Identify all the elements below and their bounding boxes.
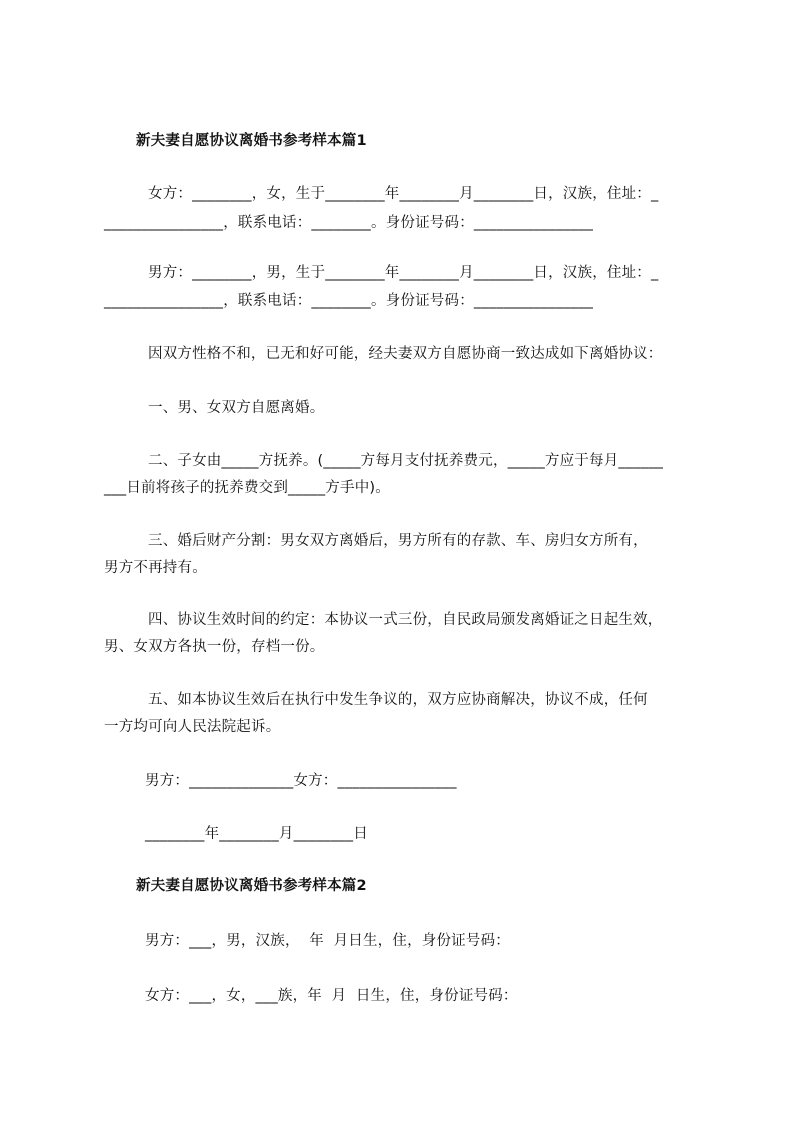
signature-line: 男方：______________女方：________________ (145, 773, 457, 789)
clause-3-line-1: 三、婚后财产分割：男女双方离婚后，男方所有的存款、车、房归女方所有， (148, 533, 648, 549)
clause-3-line-2: 男方不再持有。 (104, 560, 207, 576)
sample-2-male-line: 男方：___，男，汉族， 年 月日生，住，身份证号码： (145, 933, 510, 949)
clause-2-line-2: ___日前将孩子的抚养费交到_____方手中)。 (104, 480, 390, 496)
male-party-line-1: 男方：________，男，生于________年________月________日，汉族，住址：_ (148, 265, 659, 281)
date-line: ________年________月________日 (145, 826, 368, 842)
female-party-line-2: ________________，联系电话：________。身份证号码：________________ (104, 215, 594, 231)
sample-2-female-line: 女方：___，女，___族，年 月 日生，住，身份证号码： (145, 988, 518, 1004)
clause-1: 一、男、女双方自愿离婚。 (148, 400, 325, 416)
clause-4-line-1: 四、协议生效时间的约定：本协议一式三份，自民政局颁发离婚证之日起生效， (148, 612, 663, 628)
clause-5-line-2: 一方均可向人民法院起诉。 (104, 719, 281, 735)
clause-5-line-1: 五、如本协议生效后在执行中发生争议的，双方应协商解决，协议不成，任何 (148, 692, 648, 708)
female-party-line-1: 女方：________，女，生于________年________月________日，汉族，住址：_ (148, 186, 659, 202)
section-title-1: 新夫妻自愿协议离婚书参考样本篇1 (136, 133, 367, 149)
male-party-line-2: ________________，联系电话：________。身份证号码：________________ (104, 293, 594, 309)
section-title-2: 新夫妻自愿协议离婚书参考样本篇2 (136, 878, 367, 894)
clause-2-line-1: 二、子女由_____方抚养。(_____方每月支付抚养费元，_____方应于每月______ (148, 453, 664, 469)
intro-paragraph: 因双方性格不和，已无和好可能，经夫妻双方自愿协商一致达成如下离婚协议： (148, 346, 663, 362)
clause-4-line-2: 男、女双方各执一份，存档一份。 (104, 639, 325, 655)
